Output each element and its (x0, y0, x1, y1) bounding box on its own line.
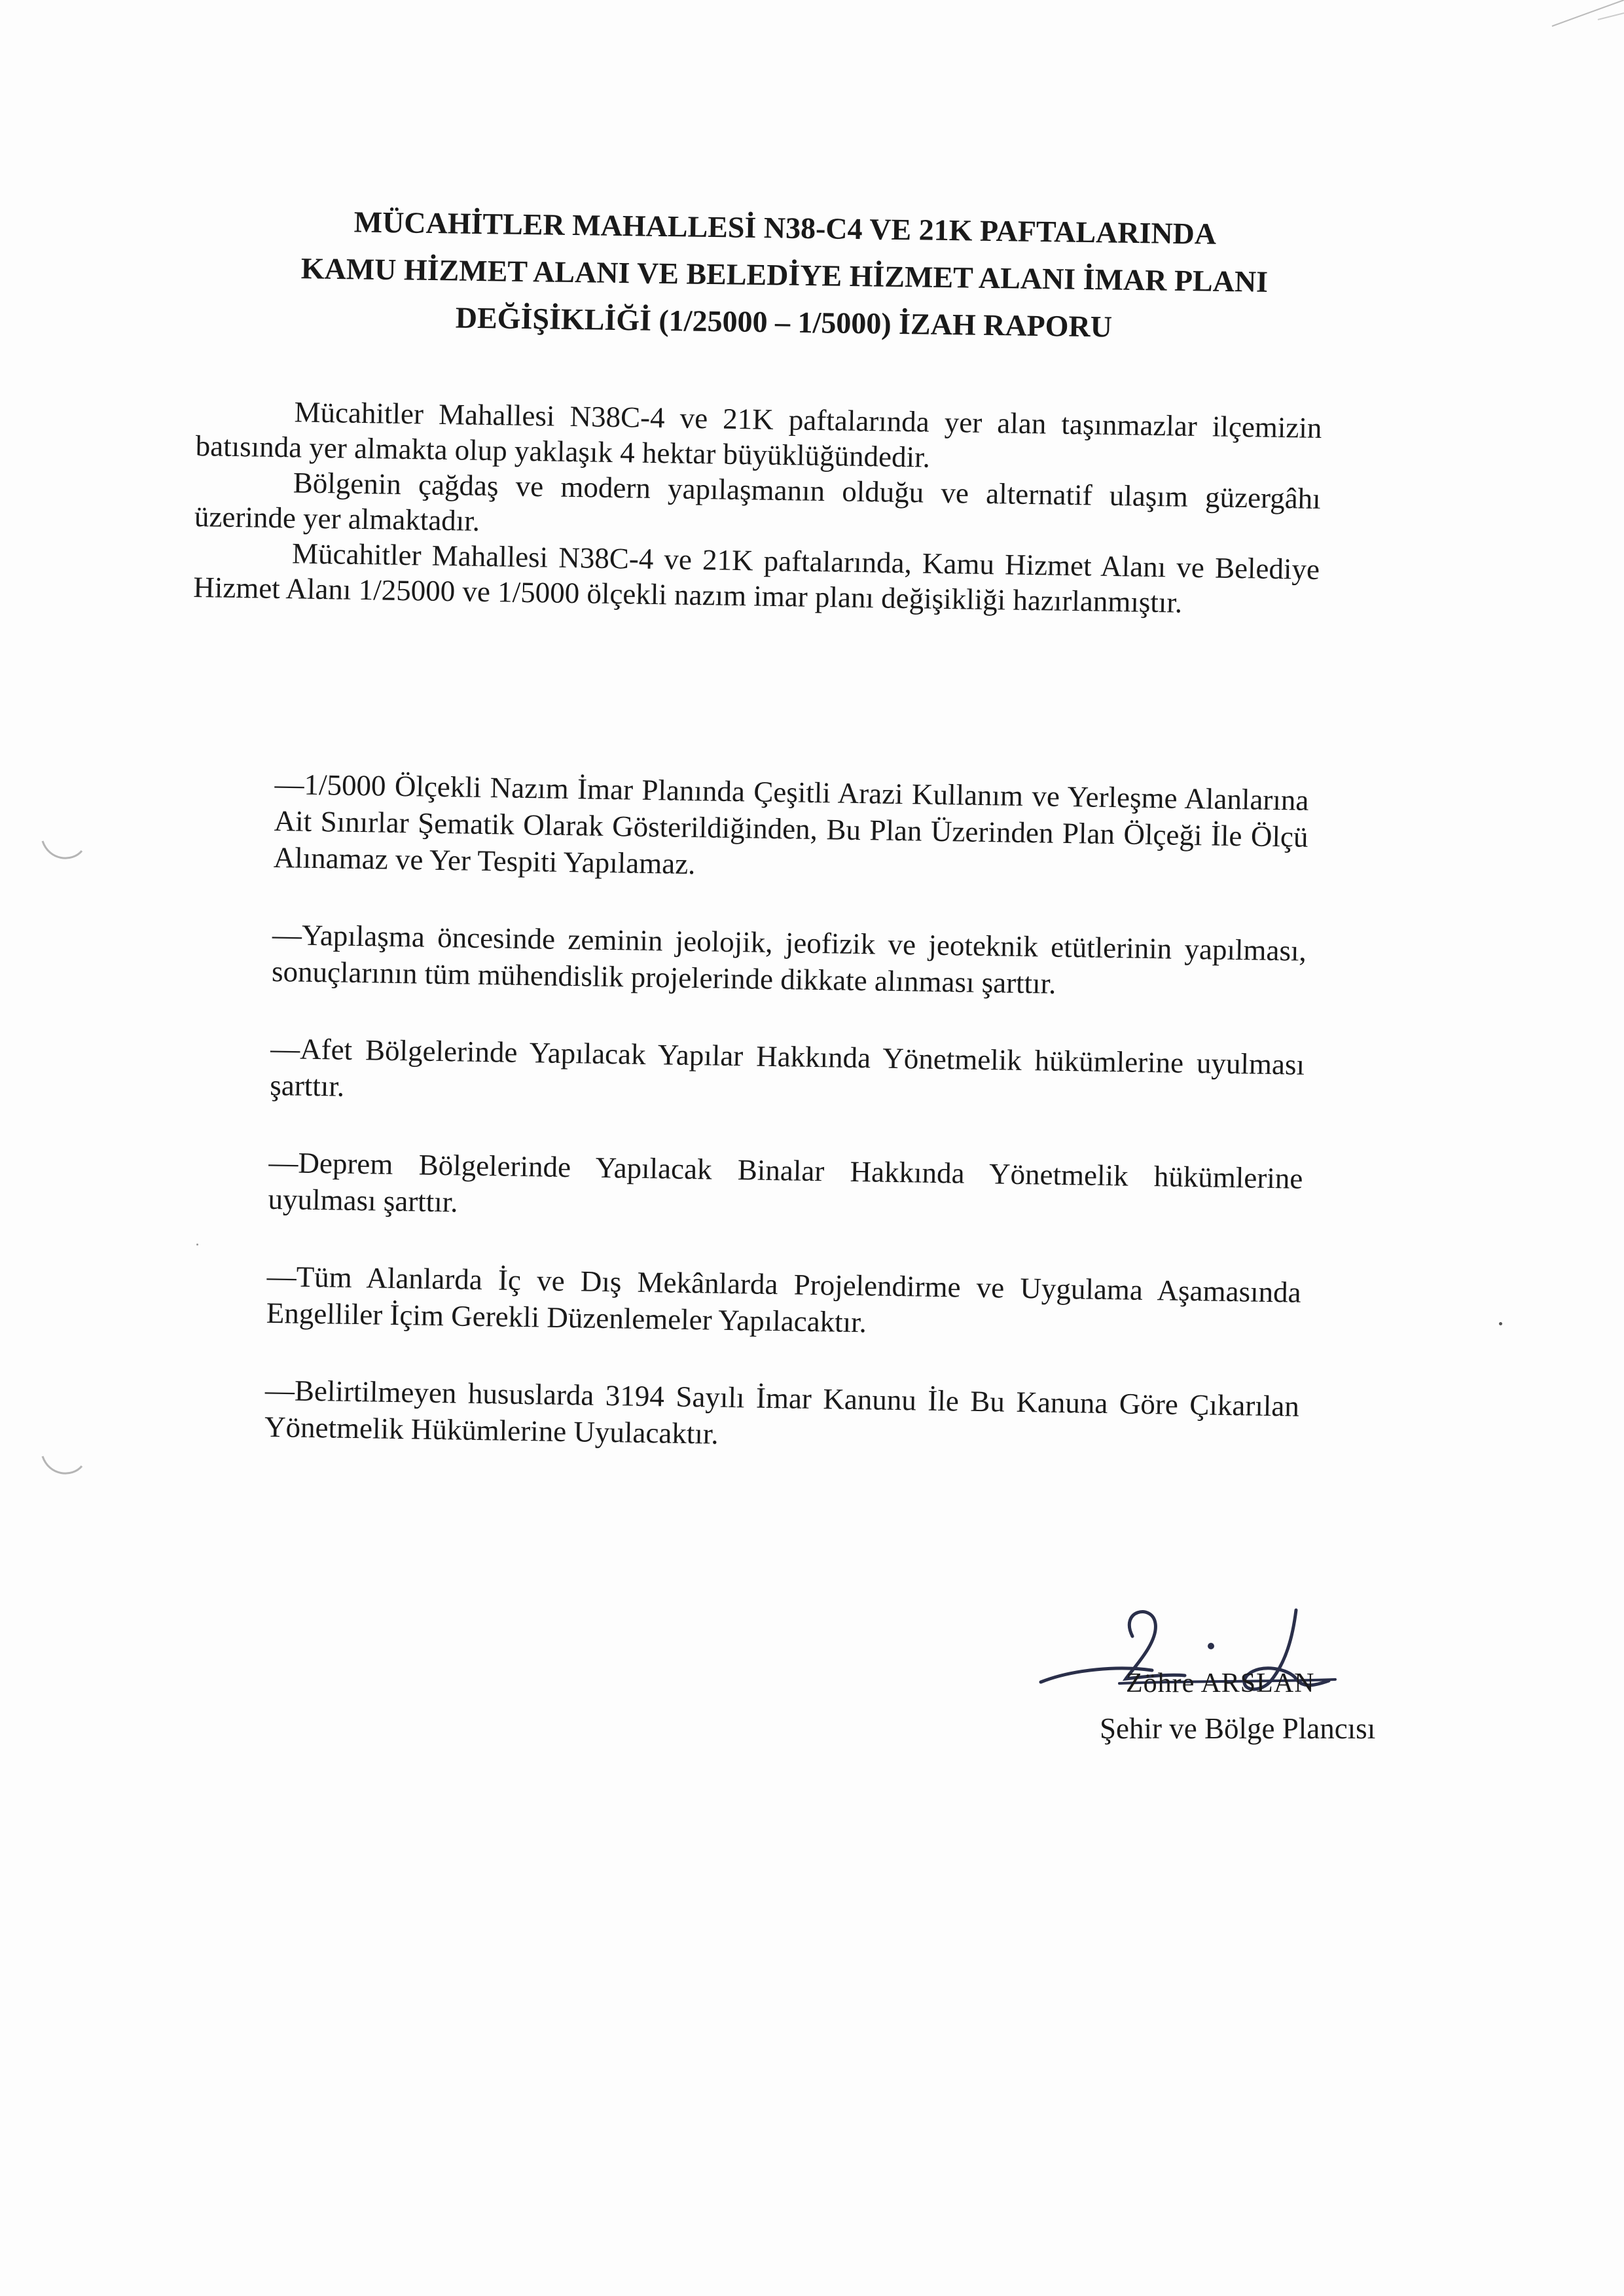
punch-hole-icon (39, 1453, 85, 1479)
note-scale: —1/5000 Ölçekli Nazım İmar Planında Çeşitli Arazi Kullanım ve Yerleşme Alanlarına Ait Sınırlar Şematik Olarak Gösterildiğinden, Bu Plan Üzerinden Plan Ölçeği İle Ölçü Alınamaz ve Yer Tespiti Yapılamaz. (273, 767, 1309, 881)
report-title (194, 196, 1375, 354)
intro-paragraph-region: Bölgenin çağdaş ve modern yapılaşmanın olduğu ve alternatif ulaşım güzergâhı üzerinde yer almaktadır. (194, 466, 1322, 537)
title-line-1: MÜCAHİTLER MAHALLESİ N38-C4 VE 21K PAFTALARINDA (353, 205, 1217, 251)
signatory-name: Zöhre ARSLAN (1126, 1668, 1315, 1698)
title-line-3: DEĞİŞİKLİĞİ (1/25000 – 1/5000) İZAH RAPORU (455, 300, 1113, 344)
signatory-title: Şehir ve Bölge Plancısı (1100, 1712, 1376, 1745)
note-zoning-law: —Belirtilmeyen hususlarda 3194 Sayılı İmar Kanunu İle Bu Kanuna Göre Çıkarılan Yönetmelik Hükümlerine Uyulacaktır. (264, 1373, 1300, 1450)
title-line-2: KAMU HİZMET ALANI VE BELEDİYE HİZMET ALANI İMAR PLANI (300, 251, 1269, 298)
punch-hole-icon (39, 838, 85, 864)
scan-speck (1499, 1322, 1502, 1325)
note-accessibility: —Tüm Alanlarda İç ve Dış Mekânlarda Projelendirme ve Uygulama Aşamasında Engelliler İçim Gerekli Düzenlemeler Yapılacaktır. (266, 1259, 1301, 1339)
plan-notes (264, 766, 1309, 1502)
intro-paragraph-plan: Mücahitler Mahallesi N38C-4 ve 21K paftalarında, Kamu Hizmet Alanı ve Belediye Hizmet Alanı 1/25000 ve 1/5000 ölçekli nazım imar planı değişikliği hazırlanmıştır. (192, 537, 1320, 619)
intro-section (193, 393, 1322, 622)
scan-corner-mark (1545, 0, 1624, 79)
note-geology: —Yapılaşma öncesinde zeminin jeolojik, jeofizik ve jeoteknik etütlerinin yapılması, sonuçlarının tüm mühendislik projelerinde dikkate alınması şarttır. (271, 918, 1307, 1000)
note-earthquake: —Deprem Bölgelerinde Yapılacak Binalar Hakkında Yönetmelik hükümlerine uyulması şarttır. (268, 1145, 1303, 1219)
intro-paragraph-location: Mücahitler Mahallesi N38C-4 ve 21K paftalarında yer alan taşınmazlar ilçemizin batısında yer almakta olup yaklaşık 4 hektar büyüklüğündedir. (195, 395, 1322, 474)
signature-block (1021, 1597, 1376, 1767)
note-disaster: —Afet Bölgelerinde Yapılacak Yapılar Hakkında Yönetmelik hükümlerine uyulması şarttır. (269, 1031, 1305, 1103)
scan-speck (196, 1244, 198, 1246)
